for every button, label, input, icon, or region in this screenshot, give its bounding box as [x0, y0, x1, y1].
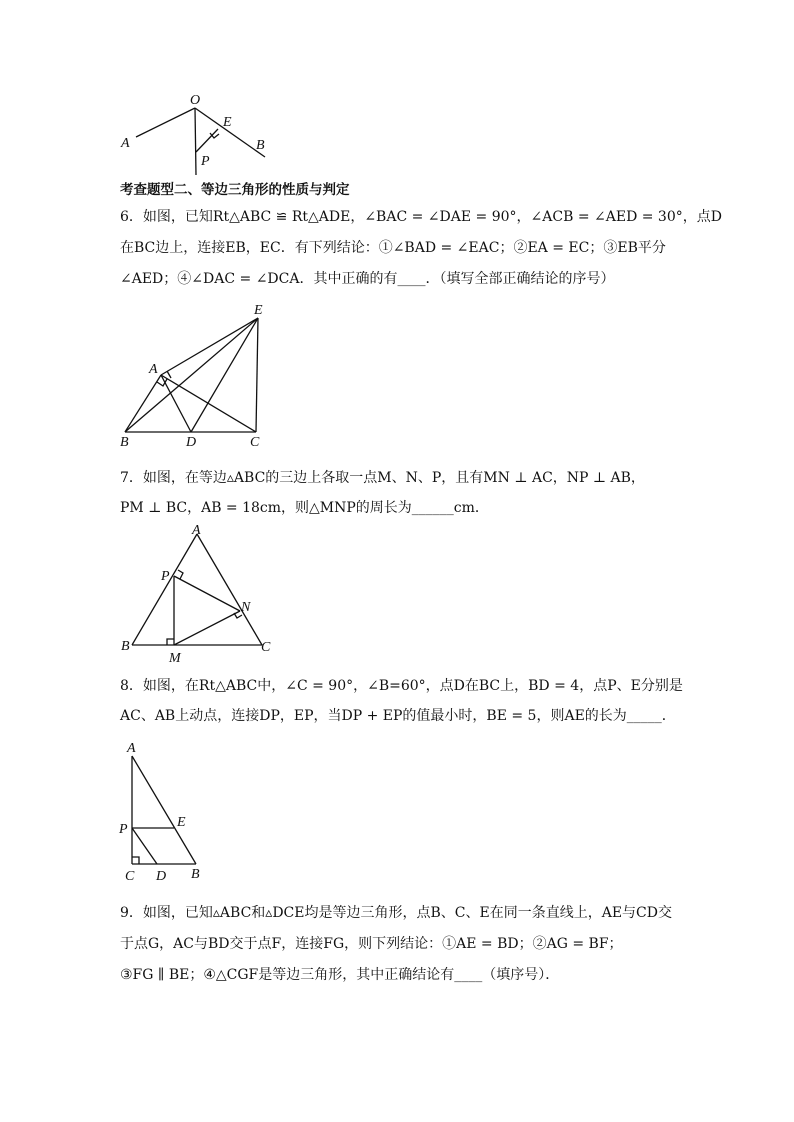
label-o: O — [190, 93, 201, 108]
q7-line-2: PM ⊥ BC，AB = 18cm，则△MNP的周长为______cm． — [120, 500, 489, 516]
label-c: C — [261, 640, 271, 655]
label-e: E — [223, 115, 232, 130]
label-n: N — [241, 600, 251, 615]
segment-ba — [125, 375, 161, 432]
q7-line-1: 7．如图，在等边▵ABC的三边上各取一点M、N、P，且有MN ⊥ AC，NP ⊥ AB， — [120, 470, 645, 486]
label-a: A — [192, 523, 201, 538]
figure-q8 — [110, 736, 220, 886]
segment-pn — [174, 576, 240, 611]
label-a: A — [149, 362, 158, 377]
label-c: C — [250, 435, 260, 450]
label-p: P — [161, 569, 170, 584]
label-e: E — [177, 815, 186, 830]
label-a: A — [121, 136, 130, 151]
section-heading: 考查题型二、等边三角形的性质与判定 — [120, 182, 350, 198]
segment-ae — [161, 318, 258, 375]
q9-line-3: ③FG ∥ BE；④△CGF是等边三角形，其中正确结论有____（填序号）． — [120, 967, 560, 983]
label-b: B — [191, 867, 200, 882]
q9-line-1: 9．如图，已知▵ABC和▵DCE均是等边三角形，点B、C、E在同一条直线上，AE与CD交 — [120, 905, 672, 921]
label-p: P — [201, 154, 210, 169]
segment-de — [191, 318, 258, 432]
segment-eb — [125, 318, 258, 432]
q6-line-1: 6．如图，已知Rt△ABC ≌ Rt△ADE，∠BAC = ∠DAE = 90°，∠ACB = ∠AED = 30°，点D — [120, 209, 722, 225]
q8-line-2: AC、AB上动点，连接DP，EP，当DP + EP的值最小时，BE = 5，则AE的长为_____． — [120, 708, 676, 724]
segment-oa — [136, 108, 195, 137]
label-m: M — [169, 651, 181, 666]
label-p: P — [119, 822, 128, 837]
segment-mn — [174, 611, 240, 645]
right-angle-mark-a2 — [167, 371, 171, 378]
q6-line-3: ∠AED；④∠DAC = ∠DCA．其中正确的有____．（填写全部正确结论的序号） — [120, 271, 615, 287]
segment-ec — [256, 318, 258, 432]
segment-op — [195, 108, 196, 175]
label-d: D — [186, 435, 197, 450]
right-angle-mark-m — [167, 639, 174, 645]
label-b: B — [121, 639, 130, 654]
label-b: B — [256, 138, 265, 153]
segment-pe — [196, 129, 218, 152]
right-angle-mark-c — [132, 857, 139, 864]
segment-ab — [132, 756, 196, 864]
q8-line-1: 8．如图，在Rt△ABC中，∠C = 90°，∠B=60°，点D在BC上，BD = 4，点P、E分别是 — [120, 678, 683, 694]
label-c: C — [125, 869, 135, 884]
figure-angle-oep — [110, 92, 280, 182]
segment-pd — [132, 828, 157, 864]
figure-q6 — [110, 300, 280, 450]
label-d: D — [156, 869, 167, 884]
q6-line-2: 在BC边上，连接EB，EC．有下列结论：①∠BAD = ∠EAC；②EA = EC；③EB平分 — [120, 240, 666, 256]
label-a: A — [127, 741, 136, 756]
label-b: B — [120, 435, 129, 450]
label-e: E — [254, 303, 263, 318]
right-angle-mark-p — [178, 570, 183, 579]
q9-line-2: 于点G，AC与BD交于点F，连接FG，则下列结论：①AE = BD；②AG = BF； — [120, 936, 623, 952]
figure-q7 — [110, 520, 280, 668]
segment-ba — [132, 534, 197, 645]
right-angle-mark — [210, 133, 219, 138]
